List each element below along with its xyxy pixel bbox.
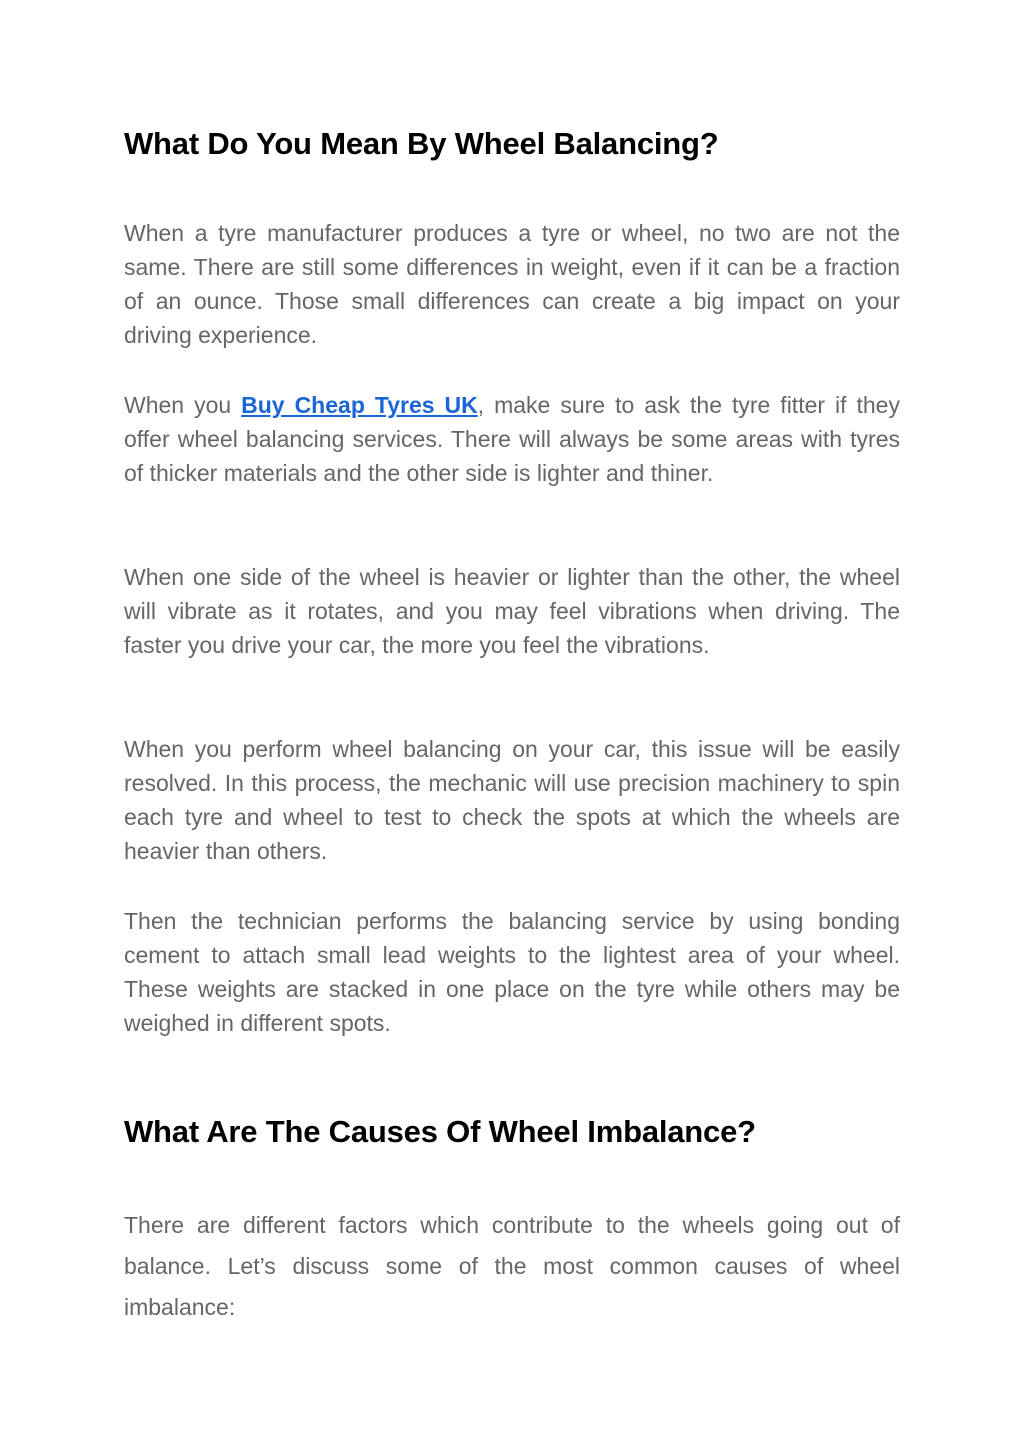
heading-wheel-balancing: What Do You Mean By Wheel Balancing? bbox=[124, 126, 719, 161]
paragraph-vibrations: When one side of the wheel is heavier or lighter than the other, the wheel will vibrate as it rotates, and you may feel vibrations when driving. The faster you drive your car, the more you feel the vibrations. bbox=[124, 564, 900, 658]
heading-causes-imbalance: What Are The Causes Of Wheel Imbalance? bbox=[124, 1114, 756, 1149]
paragraph-text-before-link: When you bbox=[124, 392, 242, 418]
paragraph-buy-cheap-tyres bbox=[124, 388, 900, 490]
paragraph-causes-intro: There are different factors which contribute to the wheels going out of balance. Let’s discuss some of the most common causes of wheel imbalance: bbox=[124, 1212, 900, 1320]
buy-cheap-tyres-link[interactable]: Buy Cheap Tyres UK bbox=[241, 392, 478, 418]
paragraph-technician: Then the technician performs the balancing service by using bonding cement to attach small lead weights to the lightest area of your wheel. These weights are stacked in one place on the tyre while others may be weighed in different spots. bbox=[124, 908, 900, 1036]
paragraph-text-after-link: , make sure to ask the tyre fitter if they offer wheel balancing services. There will always be some areas with tyres of thicker materials and the other side is lighter and thiner. bbox=[124, 392, 900, 486]
paragraph-perform-balancing: When you perform wheel balancing on your car, this issue will be easily resolved. In this process, the mechanic will use precision machinery to spin each tyre and wheel to test to check the spots at which the wheels are heavier than others. bbox=[124, 736, 900, 864]
paragraph-tyre-differences: When a tyre manufacturer produces a tyre or wheel, no two are not the same. There are still some differences in weight, even if it can be a fraction of an ounce. Those small differences can create a big impact on your driving experience. bbox=[124, 220, 900, 348]
